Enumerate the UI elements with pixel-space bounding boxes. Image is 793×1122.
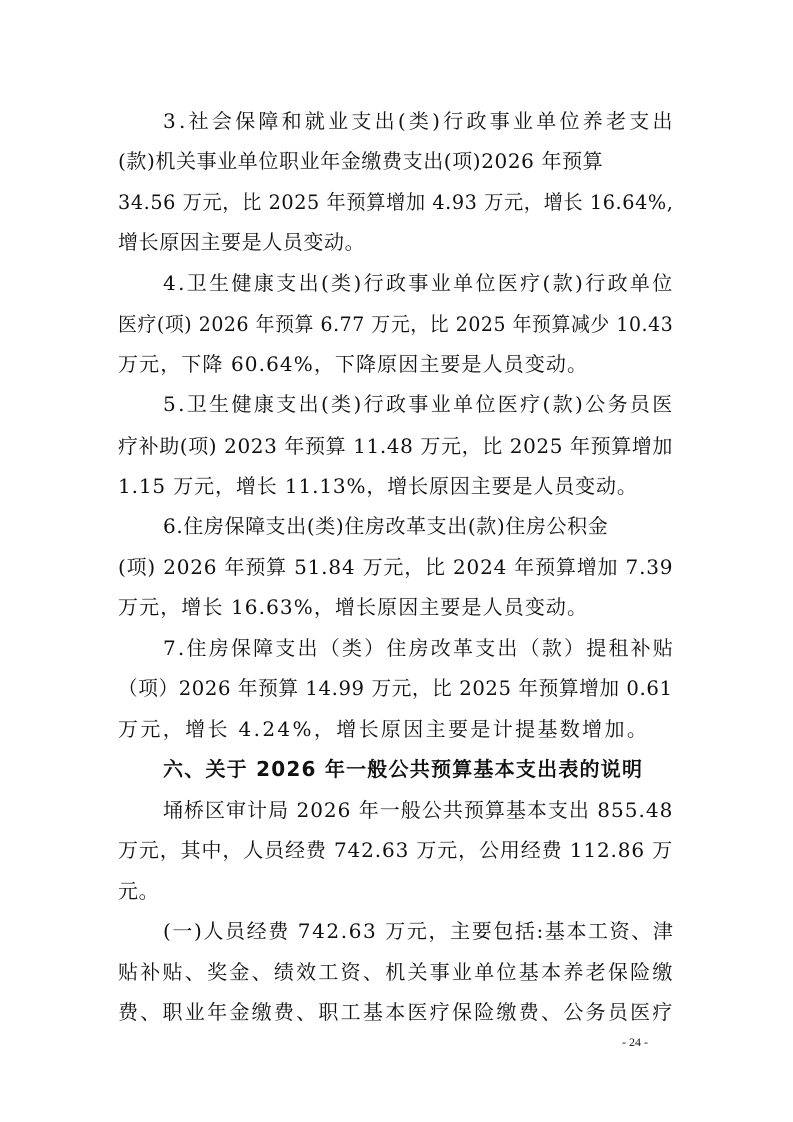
text-line: 34.56 万元，比 2025 年预算增加 4.93 万元，增长 16.64%, bbox=[118, 190, 674, 214]
text-line: 费、职业年金缴费、职工基本医疗保险缴费、公务员医疗 bbox=[118, 1000, 675, 1024]
text-line: 元。 bbox=[118, 879, 160, 903]
text-line: 医疗(项) 2026 年预算 6.77 万元，比 2025 年预算减少 10.43 bbox=[118, 312, 674, 336]
text-line: 5.卫生健康支出(类)行政事业单位医疗(款)公务员医 bbox=[163, 392, 675, 416]
text-line: 7.住房保障支出（类）住房改革支出（款）提租补贴 bbox=[163, 636, 676, 660]
text-line: 4.卫生健康支出(类)行政事业单位医疗(款)行政单位 bbox=[163, 271, 675, 295]
text-line: 万元，增长 4.24%，增长原因主要是计提基数增加。 bbox=[118, 717, 650, 741]
text-line: 埇桥区审计局 2026 年一般公共预算基本支出 855.48 bbox=[163, 798, 674, 822]
text-line: 6.住房保障支出(类)住房改革支出(款)住房公积金 bbox=[163, 514, 609, 538]
text-line: 万元，下降 60.64%，下降原因主要是人员变动。 bbox=[118, 352, 589, 376]
text-line: 增长原因主要是人员变动。 bbox=[118, 230, 366, 254]
text-line: 万元，其中，人员经费 742.63 万元，公用经费 112.86 万 bbox=[118, 838, 674, 862]
text-line: 万元，增长 16.63%，增长原因主要是人员变动。 bbox=[118, 595, 589, 619]
text-line: 贴补贴、奖金、绩效工资、机关事业单位基本养老保险缴 bbox=[118, 960, 675, 984]
section-heading: 六、关于 2026 年一般公共预算基本支出表的说明 bbox=[163, 757, 644, 781]
text-line: (项) 2026 年预算 51.84 万元，比 2024 年预算增加 7.39 bbox=[118, 555, 674, 579]
text-line: (一)人员经费 742.63 万元，主要包括:基本工资、津 bbox=[163, 919, 675, 943]
page-number: - 24 - bbox=[622, 1035, 648, 1049]
text-line: （项）2026 年预算 14.99 万元，比 2025 年预算增加 0.61 bbox=[118, 676, 673, 700]
text-line: 3.社会保障和就业支出(类)行政事业单位养老支出 bbox=[163, 109, 676, 133]
text-line: 疗补助(项) 2023 年预算 11.48 万元，比 2025 年预算增加 bbox=[118, 434, 674, 458]
text-line: (款)机关事业单位职业年金缴费支出(项)2026 年预算 bbox=[118, 149, 604, 173]
text-line: 1.15 万元，增长 11.13%，增长原因主要是人员变动。 bbox=[118, 474, 638, 498]
